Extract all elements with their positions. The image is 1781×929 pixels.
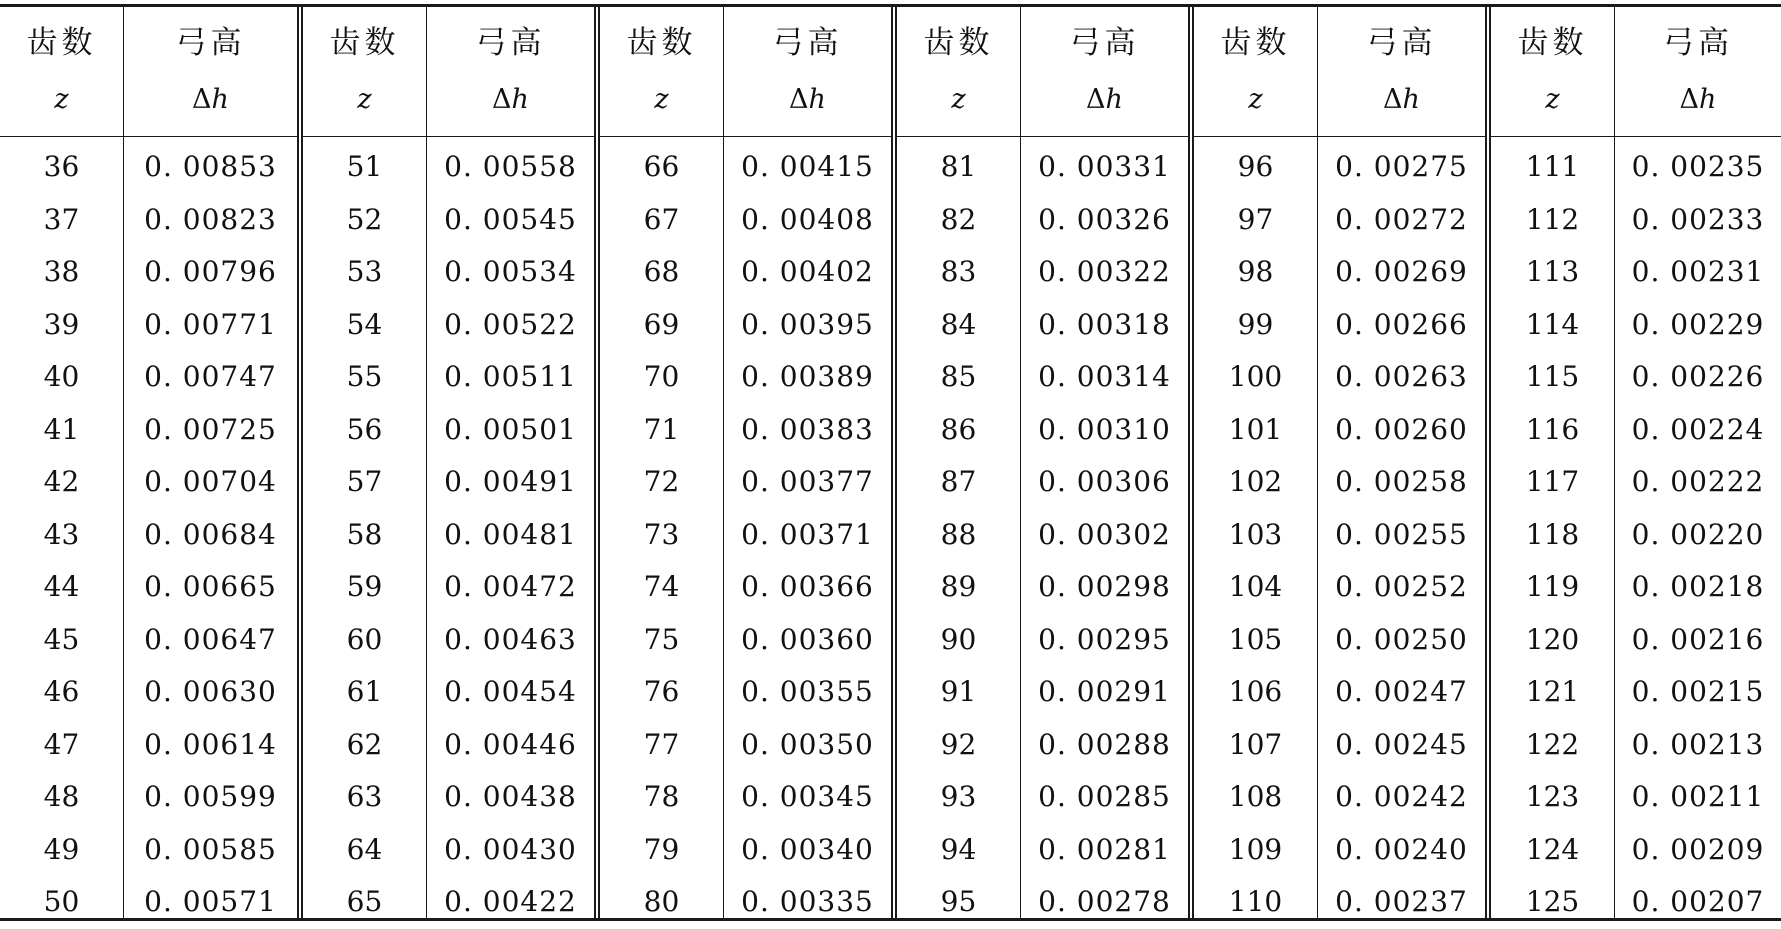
- chord-height-cell: 0. 00430: [444, 832, 577, 866]
- teeth-count-cell: 90: [940, 622, 977, 656]
- chord-height-cell: 0. 00481: [444, 517, 577, 551]
- teeth-count-cell: 49: [43, 832, 80, 866]
- chord-height-cell: 0. 00266: [1335, 307, 1468, 341]
- teeth-count-header: [1491, 7, 1614, 137]
- chord-height-cell: 0. 00350: [741, 727, 874, 761]
- teeth-count-header: [600, 7, 723, 137]
- teeth-count-cell: 44: [43, 570, 80, 603]
- chord-height-cell: 0. 00288: [1038, 727, 1171, 761]
- column-group-6: [1485, 7, 1781, 918]
- teeth-count-label: 齿数: [329, 25, 400, 61]
- teeth-count-cell: 63: [346, 780, 383, 813]
- chord-height-cell: 0. 00255: [1335, 517, 1468, 551]
- teeth-count-column: [0, 7, 123, 918]
- chord-height-cell: 0. 00240: [1335, 832, 1468, 866]
- teeth-count-cell: 89: [940, 570, 977, 603]
- chord-height-cell: 0. 00285: [1038, 780, 1171, 813]
- teeth-count-cell: 105: [1228, 622, 1283, 656]
- chord-height-cell: 0. 00725: [144, 412, 277, 446]
- chord-height-cell: 0. 00306: [1038, 465, 1171, 498]
- chord-height-cell: 0. 00684: [144, 517, 277, 551]
- chord-height-cell: 0. 00545: [444, 202, 577, 236]
- teeth-count-cell: 100: [1228, 360, 1283, 393]
- teeth-count-cell: 46: [43, 675, 80, 708]
- teeth-count-cell: 123: [1525, 780, 1580, 813]
- teeth-count-cell: 75: [643, 622, 680, 656]
- chord-height-cell: 0. 00242: [1335, 780, 1468, 813]
- teeth-count-label: 齿数: [1517, 25, 1588, 61]
- chord-height-cell: 0. 00422: [444, 885, 577, 918]
- chord-height-cell: 0. 00331: [1038, 150, 1171, 183]
- chord-height-symbol: [1021, 83, 1188, 117]
- chord-height-symbol: [724, 83, 891, 117]
- teeth-count-cell: 120: [1525, 622, 1580, 656]
- teeth-count-column: [600, 7, 723, 918]
- teeth-count-cell: 41: [43, 412, 80, 446]
- chord-height-cell: 0. 00278: [1038, 885, 1171, 918]
- teeth-count-cell: 104: [1228, 570, 1283, 603]
- chord-height-cell: 0. 00853: [144, 150, 277, 183]
- chord-height-cell: 0. 00463: [444, 622, 577, 656]
- column-group-2: [297, 7, 594, 918]
- teeth-count-cell: 82: [940, 202, 977, 236]
- teeth-count-cell: 97: [1237, 202, 1274, 236]
- chord-height-symbol: [124, 83, 297, 117]
- chord-height-cell: 0. 00614: [144, 727, 277, 761]
- chord-height-label: 弓高: [1069, 25, 1140, 61]
- teeth-count-cell: 53: [346, 255, 383, 288]
- teeth-count-cell: 103: [1228, 517, 1283, 551]
- teeth-count-cell: 92: [940, 727, 977, 761]
- chord-height-column: [1614, 7, 1781, 918]
- chord-height-cell: 0. 00796: [144, 255, 277, 288]
- h-variable: h: [211, 84, 229, 115]
- teeth-count-column: [1194, 7, 1317, 918]
- teeth-count-symbol: z: [654, 84, 669, 115]
- chord-height-cell: 0. 00511: [444, 360, 577, 393]
- teeth-count-cell: 111: [1525, 150, 1580, 183]
- chord-height-label: 弓高: [772, 25, 843, 61]
- teeth-count-cell: 69: [643, 307, 680, 341]
- teeth-count-cell: 37: [43, 202, 80, 236]
- chord-height-cell: 0. 00823: [144, 202, 277, 236]
- teeth-count-cell: 56: [346, 412, 383, 446]
- teeth-count-label: 齿数: [26, 25, 97, 61]
- chord-height-column: [426, 7, 594, 918]
- chord-height-label: 弓高: [1663, 25, 1733, 61]
- chord-height-cell: 0. 00233: [1631, 202, 1765, 236]
- teeth-count-cell: 121: [1525, 675, 1580, 708]
- teeth-count-symbol: z: [951, 84, 966, 115]
- chord-height-cell: 0. 00395: [741, 307, 874, 341]
- teeth-count-column: [303, 7, 426, 918]
- teeth-count-cell: 112: [1525, 202, 1580, 236]
- teeth-count-cell: 125: [1525, 885, 1580, 918]
- teeth-count-cell: 98: [1237, 255, 1274, 288]
- teeth-count-cell: 74: [643, 570, 680, 603]
- h-variable: h: [1105, 84, 1123, 115]
- chord-height-cell: 0. 00302: [1038, 517, 1171, 551]
- chord-height-cell: 0. 00258: [1335, 465, 1468, 498]
- teeth-count-cell: 124: [1525, 832, 1580, 866]
- teeth-count-cell: 119: [1525, 570, 1580, 603]
- chord-height-cell: 0. 00501: [444, 412, 577, 446]
- chord-height-cell: 0. 00247: [1335, 675, 1468, 708]
- teeth-count-cell: 78: [643, 780, 680, 813]
- teeth-count-cell: 106: [1228, 675, 1283, 708]
- teeth-count-cell: 114: [1525, 307, 1580, 341]
- teeth-count-cell: 115: [1525, 360, 1580, 393]
- teeth-count-symbol: z: [1248, 84, 1263, 115]
- chord-height-cell: 0. 00491: [444, 465, 577, 498]
- delta-symbol: Δ: [192, 84, 212, 115]
- teeth-count-cell: 84: [940, 307, 977, 341]
- chord-height-cell: 0. 00322: [1038, 255, 1171, 288]
- chord-height-column: [1020, 7, 1188, 918]
- teeth-count-cell: 96: [1237, 150, 1274, 183]
- h-variable: h: [1402, 84, 1420, 115]
- chord-height-cell: 0. 00599: [144, 780, 277, 813]
- chord-height-cell: 0. 00298: [1038, 570, 1171, 603]
- chord-height-label: 弓高: [175, 25, 246, 61]
- chord-height-cell: 0. 00402: [741, 255, 874, 288]
- chord-height-cell: 0. 00291: [1038, 675, 1171, 708]
- chord-height-symbol: [1615, 83, 1781, 117]
- teeth-count-cell: 94: [940, 832, 977, 866]
- chord-height-cell: 0. 00647: [144, 622, 277, 656]
- delta-symbol: Δ: [789, 84, 809, 115]
- chord-height-symbol: [427, 83, 594, 117]
- teeth-count-cell: 117: [1525, 465, 1580, 498]
- chord-height-header: [724, 7, 891, 137]
- chord-height-cell: 0. 00318: [1038, 307, 1171, 341]
- chord-height-cell: 0. 00245: [1335, 727, 1468, 761]
- chord-height-cell: 0. 00222: [1631, 465, 1765, 498]
- chord-height-cell: 0. 00269: [1335, 255, 1468, 288]
- teeth-count-header: [1194, 7, 1317, 137]
- chord-height-cell: 0. 00454: [444, 675, 577, 708]
- teeth-count-cell: 64: [346, 832, 383, 866]
- chord-height-cell: 0. 00360: [741, 622, 874, 656]
- teeth-count-cell: 72: [643, 465, 680, 498]
- teeth-count-header: [303, 7, 426, 137]
- chord-height-column: [123, 7, 297, 918]
- chord-height-cell: 0. 00224: [1631, 412, 1765, 446]
- chord-height-cell: 0. 00272: [1335, 202, 1468, 236]
- chord-height-cell: 0. 00263: [1335, 360, 1468, 393]
- teeth-count-cell: 108: [1228, 780, 1283, 813]
- chord-height-cell: 0. 00571: [144, 885, 277, 918]
- teeth-count-cell: 76: [643, 675, 680, 708]
- teeth-count-cell: 70: [643, 360, 680, 393]
- chord-height-column: [723, 7, 891, 918]
- teeth-count-symbol: z: [1545, 84, 1560, 115]
- chord-height-cell: 0. 00383: [741, 412, 874, 446]
- teeth-count-cell: 47: [43, 727, 80, 761]
- teeth-count-cell: 122: [1525, 727, 1580, 761]
- chord-height-cell: 0. 00771: [144, 307, 277, 341]
- teeth-count-cell: 81: [940, 150, 977, 183]
- chord-height-cell: 0. 00747: [144, 360, 277, 393]
- chord-height-cell: 0. 00215: [1631, 675, 1765, 708]
- chord-height-header: [427, 7, 594, 137]
- chord-height-cell: 0. 00218: [1631, 570, 1765, 603]
- teeth-count-cell: 40: [43, 360, 80, 393]
- chord-height-cell: 0. 00472: [444, 570, 577, 603]
- delta-symbol: Δ: [1086, 84, 1106, 115]
- chord-height-cell: 0. 00295: [1038, 622, 1171, 656]
- column-group-4: [891, 7, 1188, 918]
- teeth-count-cell: 67: [643, 202, 680, 236]
- teeth-count-cell: 110: [1228, 885, 1283, 918]
- chord-height-cell: 0. 00237: [1335, 885, 1468, 918]
- teeth-count-cell: 101: [1228, 412, 1283, 446]
- chord-height-cell: 0. 00585: [144, 832, 277, 866]
- teeth-count-cell: 88: [940, 517, 977, 551]
- teeth-count-cell: 51: [346, 150, 383, 183]
- teeth-count-cell: 80: [643, 885, 680, 918]
- h-variable: h: [808, 84, 826, 115]
- teeth-count-cell: 99: [1237, 307, 1274, 341]
- column-group-1: [0, 7, 297, 918]
- teeth-count-column: [897, 7, 1020, 918]
- teeth-count-symbol: z: [357, 84, 372, 115]
- chord-height-cell: 0. 00335: [741, 885, 874, 918]
- chord-height-cell: 0. 00446: [444, 727, 577, 761]
- chord-height-cell: 0. 00366: [741, 570, 874, 603]
- chord-height-cell: 0. 00377: [741, 465, 874, 498]
- delta-symbol: Δ: [1679, 84, 1700, 115]
- chord-height-cell: 0. 00522: [444, 307, 577, 341]
- teeth-count-cell: 77: [643, 727, 680, 761]
- chord-height-cell: 0. 00213: [1631, 727, 1765, 761]
- teeth-count-cell: 55: [346, 360, 383, 393]
- chord-height-header: [124, 7, 297, 137]
- column-group-5: [1188, 7, 1485, 918]
- teeth-count-cell: 58: [346, 517, 383, 551]
- teeth-count-cell: 86: [940, 412, 977, 446]
- teeth-count-cell: 50: [43, 885, 80, 918]
- chord-height-cell: 0. 00704: [144, 465, 277, 498]
- teeth-count-column: [1491, 7, 1614, 918]
- teeth-count-cell: 91: [940, 675, 977, 708]
- teeth-count-cell: 95: [940, 885, 977, 918]
- chord-height-cell: 0. 00558: [444, 150, 577, 183]
- chord-height-cell: 0. 00250: [1335, 622, 1468, 656]
- chord-height-cell: 0. 00371: [741, 517, 874, 551]
- h-variable: h: [1699, 84, 1717, 115]
- teeth-count-cell: 45: [43, 622, 80, 656]
- teeth-count-cell: 107: [1228, 727, 1283, 761]
- teeth-count-cell: 102: [1228, 465, 1283, 498]
- teeth-count-cell: 65: [346, 885, 383, 918]
- chord-height-label: 弓高: [475, 25, 546, 61]
- teeth-count-cell: 79: [643, 832, 680, 866]
- chord-height-header: [1615, 7, 1781, 137]
- chord-height-cell: 0. 00340: [741, 832, 874, 866]
- teeth-count-cell: 68: [643, 255, 680, 288]
- teeth-count-cell: 71: [643, 412, 680, 446]
- teeth-count-cell: 59: [346, 570, 383, 603]
- chord-height-cell: 0. 00235: [1631, 150, 1765, 183]
- chord-height-table: [0, 4, 1781, 921]
- teeth-count-cell: 62: [346, 727, 383, 761]
- teeth-count-cell: 116: [1525, 412, 1580, 446]
- chord-height-cell: 0. 00226: [1631, 360, 1765, 393]
- chord-height-cell: 0. 00326: [1038, 202, 1171, 236]
- chord-height-column: [1317, 7, 1485, 918]
- teeth-count-cell: 66: [643, 150, 680, 183]
- teeth-count-cell: 42: [43, 465, 80, 498]
- teeth-count-header: [0, 7, 123, 137]
- chord-height-cell: 0. 00216: [1631, 622, 1765, 656]
- chord-height-cell: 0. 00275: [1335, 150, 1468, 183]
- chord-height-cell: 0. 00211: [1631, 780, 1765, 813]
- chord-height-cell: 0. 00665: [144, 570, 277, 603]
- chord-height-cell: 0. 00260: [1335, 412, 1468, 446]
- chord-height-label: 弓高: [1366, 25, 1437, 61]
- teeth-count-cell: 52: [346, 202, 383, 236]
- chord-height-cell: 0. 00408: [741, 202, 874, 236]
- teeth-count-cell: 118: [1525, 517, 1580, 551]
- teeth-count-cell: 113: [1525, 255, 1580, 288]
- chord-height-cell: 0. 00415: [741, 150, 874, 183]
- teeth-count-cell: 85: [940, 360, 977, 393]
- chord-height-cell: 0. 00389: [741, 360, 874, 393]
- chord-height-cell: 0. 00229: [1631, 307, 1765, 341]
- chord-height-header: [1318, 7, 1485, 137]
- teeth-count-cell: 36: [43, 150, 80, 183]
- chord-height-symbol: [1318, 83, 1485, 117]
- chord-height-cell: 0. 00438: [444, 780, 577, 813]
- chord-height-cell: 0. 00310: [1038, 412, 1171, 446]
- teeth-count-cell: 38: [43, 255, 80, 288]
- teeth-count-cell: 39: [43, 307, 80, 341]
- chord-height-cell: 0. 00209: [1631, 832, 1765, 866]
- teeth-count-header: [897, 7, 1020, 137]
- chord-height-cell: 0. 00314: [1038, 360, 1171, 393]
- chord-height-header: [1021, 7, 1188, 137]
- delta-symbol: Δ: [1383, 84, 1403, 115]
- teeth-count-label: 齿数: [923, 25, 994, 61]
- teeth-count-symbol: z: [54, 84, 69, 115]
- teeth-count-cell: 61: [346, 675, 383, 708]
- teeth-count-label: 齿数: [626, 25, 697, 61]
- teeth-count-cell: 83: [940, 255, 977, 288]
- teeth-count-cell: 73: [643, 517, 680, 551]
- delta-symbol: Δ: [492, 84, 512, 115]
- teeth-count-label: 齿数: [1220, 25, 1291, 61]
- chord-height-cell: 0. 00231: [1631, 255, 1765, 288]
- teeth-count-cell: 60: [346, 622, 383, 656]
- chord-height-cell: 0. 00281: [1038, 832, 1171, 866]
- chord-height-cell: 0. 00220: [1631, 517, 1765, 551]
- teeth-count-cell: 48: [43, 780, 80, 813]
- teeth-count-cell: 87: [940, 465, 977, 498]
- teeth-count-cell: 43: [43, 517, 80, 551]
- h-variable: h: [511, 84, 529, 115]
- chord-height-cell: 0. 00345: [741, 780, 874, 813]
- chord-height-cell: 0. 00534: [444, 255, 577, 288]
- column-group-3: [594, 7, 891, 918]
- chord-height-cell: 0. 00252: [1335, 570, 1468, 603]
- chord-height-cell: 0. 00630: [144, 675, 277, 708]
- chord-height-cell: 0. 00207: [1631, 885, 1765, 918]
- chord-height-cell: 0. 00355: [741, 675, 874, 708]
- teeth-count-cell: 93: [940, 780, 977, 813]
- teeth-count-cell: 109: [1228, 832, 1283, 866]
- teeth-count-cell: 57: [346, 465, 383, 498]
- teeth-count-cell: 54: [346, 307, 383, 341]
